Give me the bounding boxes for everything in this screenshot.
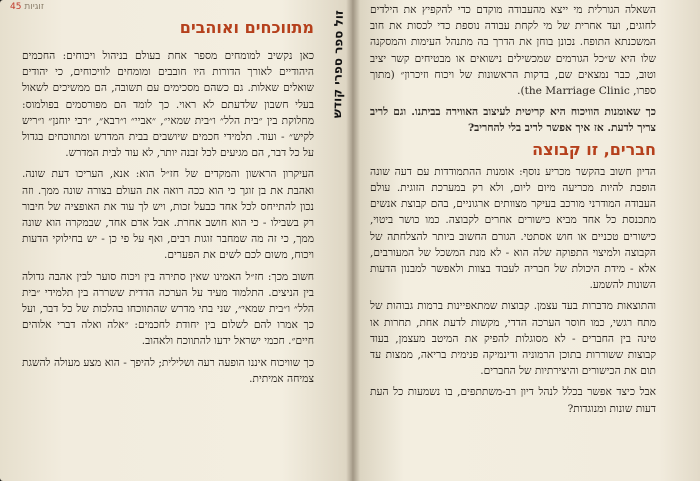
page-number: 45 [10,2,22,12]
paragraph: והתוצאות מדברות בעד עצמן. קבוצות שמתאפיינות ברמות גבוהות של מתח רגשי, כמו חוסר הערכה הדדי, מקשות לדעת אחת, תחרות או טינה בין החברים - לא מסוגלות להפיק את המיטב מעצמן, בעוד קבוצות ששוררות בתוכן הרמוניה ודינמיקה פנימית בריאה, ממצות עד תום את הכישורים והיצירתיות של החברים. [370,300,656,378]
store-stamp: זול ספר ספרי קודש [330,10,346,119]
section-heading-right: חברים, זו קבוצה [532,139,656,159]
right-column [370,2,656,422]
paragraph: אבל כיצד אפשר בכלל לנהל דיון רב-משתתפים, בו נשמעות כל העת דעות שונות ומנוגדות? [370,386,656,415]
right-page [352,0,700,481]
running-head [10,2,44,12]
paragraph: חשוב מכך: חז״ל האמינו שאין סתירה בין ויכוח סוער לבין אהבה גדולה בין הניצים. התלמוד מעיד על הערכה הדדית ששררה בין תלמידי ״בית הלל״ ו״בית שמאי״, שני בתי מדרש שהתווכחו בהלכות של כל דבר, ועל כך אמרו להם לשלום בין יחודת לחכמים: ״אלה ואלה דברי אלוהים חיים״. חכמי ישראל ידעו להתווכח ולאהוב. [22,270,314,348]
paragraph: כך שוויכוח איננו הופעה רעה ושלילית; להיפך - הוא מצע מעולה להשגת צמיחה אמיתית. [22,356,314,385]
section-heading-left: מתווכחים ואוהבים [179,18,314,37]
book-gutter [346,0,360,481]
paragraph: העיקרון הראשון והמקדים של חז״ל הוא: אנא, העריכו דעת שונה. ואהבת את בן זוגך כי הוא ככה רואה את העולם בצורה שונה ממך. וזה נכון להתייחס לכל אחד כבעל זכות, ויש לך עוד את האופציה של חיבור רק בשבילו - כי הוא חושב אחרת. אבל אדם אחד, שבמקרה הוא שונה ממך, כי זה מה שמחבר זוגות רבים, ואף על פי כן - יש בחילוקי הדעות ויכוח, משום לכם לשים את הפערים. [22,168,314,262]
left-column [22,48,314,392]
paragraph: הדיון חשוב בהקשר מכריע נוסף: אומנות ההתמודדות עם דעה שונה הופכת להיות מכריעה מיום ליום, ולא רק במערכת הזוגית. עולם העבודה המודרני מורכב בעיקר מצוותים ארגוניים, בהם קבוצת אנשים מתכנסת כל אחד מביא כישורים אחרים לקבוצה. כמו כושר ביטוי, כישורים טכניים או חוש אסתטי. הגורם החשוב ביותר להצלחתה של הקבוצה ולמיצוי התפוקה שלה הוא - לא מנת המשכל של המעורבים, אלא - מידת היכולת של חבריה לעבוד בצוות ולאפשר למבנון הדעות השונות להשמע. [370,165,656,292]
paragraph: השאלה הגורלית מי ייצא מהעבודה מוקדם כדי להקפיץ את הילדים לחוגים, ועד אחרית של מי לקחת עבודה נוספת כדי לכסות את חוב המשכנתא התופח. נכונן בוחן את הדרך בה מתנהל העימות והמסקנה שלו היא ש״כל הגורמים שמכשילים נישואים או מבטיחים קשר יציב וטוב, כבר נמצאים שם, בדקות הראשונות של ויכוח וזיכרון״ (מתוך ספרו, the Marriage Clinic). [370,4,656,98]
paragraph: כך שאומנות הוויכוח היא קריטית לעיצוב האווירה בביתנו. וגם לריב צריך לדעת. אז איך אפשר לריב בלי להחריב? [370,106,656,135]
paragraph: כאן נקשיב למומחים מספר אחת בעולם בניהול ויכוחים: החכמים היהודיים לאורך הדורות היו חובבים ומומחים לוויכוחים, כי יהודים שואלים שאלות. גם כשהם מסכימים עם תשובה, הם ממשיכים לשאול בעלי חשבון שלדעתם לא ראוי. כך לומד הם מפורסמים בפולמוס: מחלוקת בין ״בית הלל״ ו״בית שמאי״, ״אביי״ ו״רבא״, ״רבי יוחנן״ ו״ריש לקיש״ - ועוד. תלמידי חכמים שיושבים בבית המדרש ומתווכחים בגדול על כל דבר, הם מגיעים לכל זבנה יותר, לא עוד לבית המדרש. [22,50,314,160]
running-head-title: זוגיות [24,2,44,12]
